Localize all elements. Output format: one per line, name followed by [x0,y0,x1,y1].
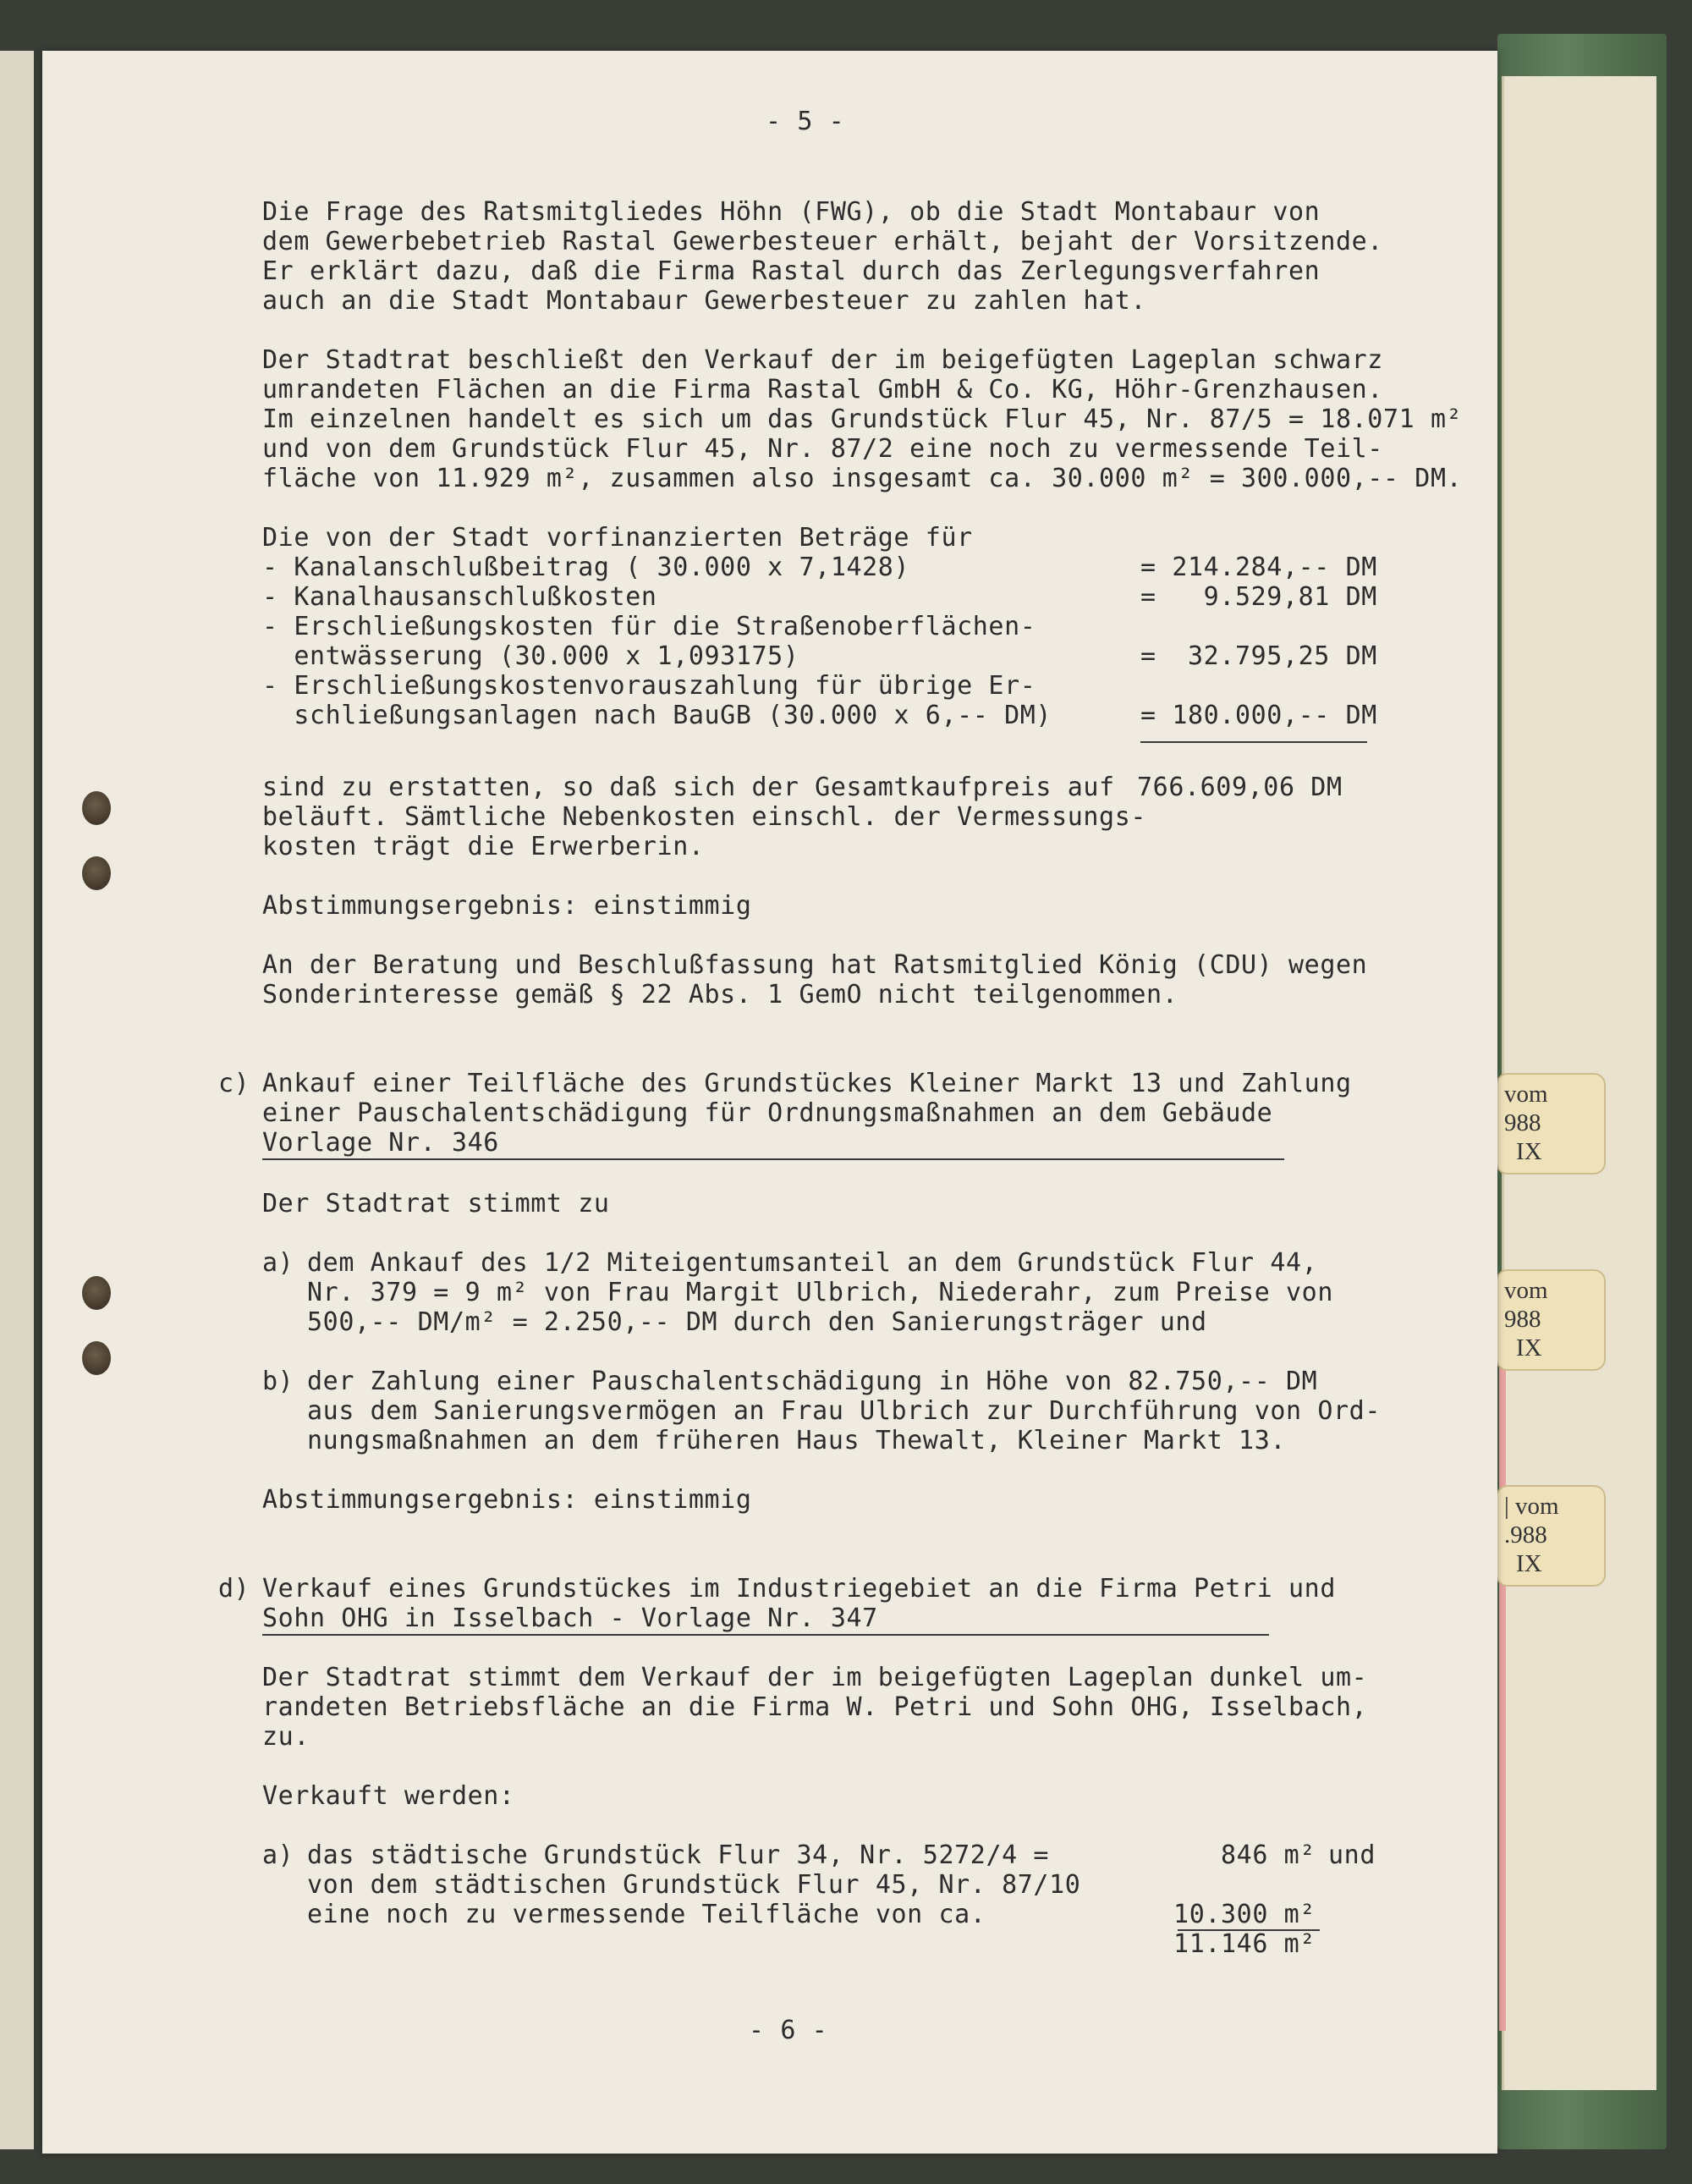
item-d-intro: randeten Betriebsfläche an die Firma W. Petri und Sohn OHG, Isselbach, [262,1692,1368,1722]
item-c-sub-b-line: aus dem Sanierungsvermögen an Frau Ulbrich zur Durchführung von Ord- [307,1396,1381,1426]
item-c-sub-a-line: Nr. 379 = 9 m² von Frau Margit Ulbrich, Niederahr, zum Preise von [307,1278,1333,1307]
resolution-line: und von dem Grundstück Flur 45, Nr. 87/2 eine noch zu vermessende Teil- [262,434,1383,464]
tab-label: .988 [1504,1521,1547,1549]
intro-line: Die Frage des Ratsmitgliedes Höhn (FWG), ob die Stadt Montabaur von [262,197,1321,227]
punch-hole [82,791,111,825]
area-value: 846 m² [1221,1840,1316,1870]
item-d-sub-a-line: von dem städtischen Grundstück Flur 45, Nr. 87/10 [307,1870,1081,1900]
tab-label: vom [1504,1277,1548,1304]
item-d-title-underline [262,1634,1269,1636]
cost-label: - Erschließungskosten für die Straßenoberflächen- [262,612,1036,641]
tab-label: 988 [1504,1306,1541,1333]
vote-result: Abstimmungsergebnis: einstimmig [262,891,752,921]
page-number-top: - 5 - [766,107,845,136]
area-total: 11.146 m² [1173,1929,1316,1959]
intro-line: auch an die Stadt Montabaur Gewerbesteuer zu zahlen hat. [262,286,1147,316]
item-d-title: Verkauf eines Grundstückes im Industriegebiet an die Firma Petri und [262,1574,1336,1604]
item-c-sub-b-line: der Zahlung einer Pauschalentschädigung in Höhe von 82.750,-- DM [307,1367,1318,1396]
vote-result: Abstimmungsergebnis: einstimmig [262,1485,752,1515]
costs-intro: Die von der Stadt vorfinanzierten Beträge für [262,523,973,553]
item-c-sub-a-line: dem Ankauf des 1/2 Miteigentumsanteil an dem Grundstück Flur 44, [307,1248,1318,1278]
index-tab-2[interactable] [1496,1269,1606,1371]
resolution-line: Der Stadtrat beschließt den Verkauf der im beigefügten Lageplan schwarz [262,345,1383,375]
item-d-intro: Der Stadtrat stimmt dem Verkauf der im beigefügten Lageplan dunkel um- [262,1663,1368,1692]
resolution-line: umrandeten Flächen an die Firma Rastal GmbH & Co. KG, Höhr-Grenzhausen. [262,375,1383,404]
item-c-title: einer Pauschalentschädigung für Ordnungsmaßnahmen an dem Gebäude [262,1098,1273,1128]
area-value: 10.300 m² [1173,1900,1316,1929]
page-edge-strip [1499,1286,1506,2031]
item-c-title-underline [262,1158,1284,1160]
resolution-line: fläche von 11.929 m², zusammen also insgesamt ca. 30.000 m² = 300.000,-- DM. [262,464,1463,493]
cost-amount: = 180.000,-- DM [1140,701,1377,730]
cost-label: schließungsanlagen nach BauGB (30.000 x 6,-- DM) [262,701,1052,730]
tab-label: IX [1516,1334,1542,1362]
item-d-sold-heading: Verkauft werden: [262,1781,515,1811]
tab-label: 988 [1504,1109,1541,1136]
item-c-title: Ankauf einer Teilfläche des Grundstückes Kleiner Markt 13 und Zahlung [262,1069,1352,1098]
note-line: An der Beratung und Beschlußfassung hat Ratsmitglied König (CDU) wegen [262,950,1368,980]
item-c-sub-b-line: nungsmaßnahmen an dem früheren Haus Thewalt, Kleiner Markt 13. [307,1426,1287,1455]
tab-label: | vom [1504,1493,1559,1520]
total-line: kosten trägt die Erwerberin. [262,832,705,861]
item-c-sub-a-line: 500,-- DM/m² = 2.250,-- DM durch den Sanierungsträger und [307,1307,1207,1337]
punch-hole [82,1341,111,1375]
cost-label: - Kanalanschlußbeitrag ( 30.000 x 7,1428) [262,553,910,582]
intro-line: Er erklärt dazu, daß die Firma Rastal durch das Zerlegungsverfahren [262,256,1321,286]
item-d-intro: zu. [262,1722,310,1752]
cost-label: - Erschließungskostenvorauszahlung für übrige Er- [262,671,1036,701]
index-tab-1[interactable] [1496,1073,1606,1175]
total-line: beläuft. Sämtliche Nebenkosten einschl. der Vermessungs- [262,802,1147,832]
cost-amount: = 214.284,-- DM [1140,553,1377,582]
item-d-sub-a-line: das städtische Grundstück Flur 34, Nr. 5272/4 = [307,1840,1050,1870]
index-tab-3[interactable] [1496,1485,1606,1587]
item-d-sub-a-line: eine noch zu vermessende Teilfläche von ca. [307,1900,986,1929]
area-suffix: und [1328,1840,1376,1870]
sum-underline [1140,741,1367,743]
previous-page-edge [0,51,34,2149]
cost-amount: = 32.795,25 DM [1140,641,1377,671]
item-c-title: Vorlage Nr. 346 [262,1128,499,1158]
item-c-sub-a-marker: a) [262,1248,294,1278]
total-amount: 766.609,06 DM [1137,773,1343,802]
item-d-title: Sohn OHG in Isselbach - Vorlage Nr. 347 [262,1604,878,1633]
item-c-intro: Der Stadtrat stimmt zu [262,1189,610,1219]
cost-amount: = 9.529,81 DM [1140,582,1377,612]
punch-hole [82,856,111,890]
resolution-line: Im einzelnen handelt es sich um das Grundstück Flur 45, Nr. 87/5 = 18.071 m² [262,404,1463,434]
item-d-sub-a-marker: a) [262,1840,294,1870]
tab-label: IX [1516,1138,1542,1165]
cost-label: - Kanalhausanschlußkosten [262,582,657,612]
page-number-bottom: - 6 - [749,2016,828,2045]
cost-label: entwässerung (30.000 x 1,093175) [262,641,799,671]
total-line: sind zu erstatten, so daß sich der Gesamtkaufpreis auf [262,773,1115,802]
note-line: Sonderinteresse gemäß § 22 Abs. 1 GemO nicht teilgenommen. [262,980,1178,1009]
tab-label: vom [1504,1081,1548,1108]
item-c-sub-b-marker: b) [262,1367,294,1396]
item-d-marker: d) [218,1574,250,1604]
tab-label: IX [1516,1550,1542,1577]
item-c-marker: c) [218,1069,250,1098]
intro-line: dem Gewerbebetrieb Rastal Gewerbesteuer erhält, bejaht der Vorsitzende. [262,227,1383,256]
punch-hole [82,1276,111,1310]
